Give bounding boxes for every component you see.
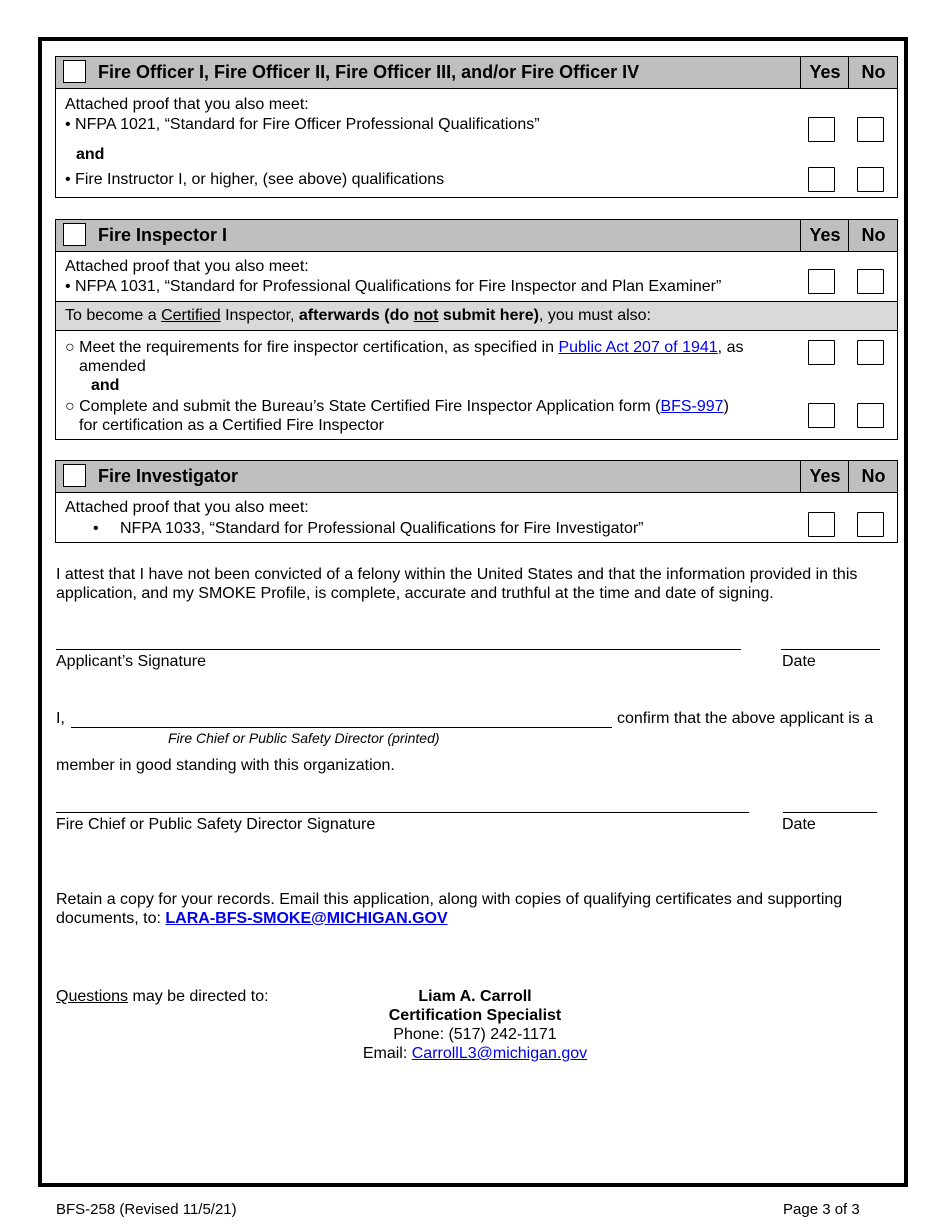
contact-block: [300, 987, 650, 1063]
fire-officer-title: Fire Officer I, Fire Officer II, Fire Officer III, and/or Fire Officer IV: [98, 62, 640, 82]
certified-inspector-note: To become a Certified Inspector, afterwards (do not submit here), you must also:: [65, 307, 651, 324]
inspector-requirement-public-act: ○ Meet the requirements for fire inspector certification, as specified in Public Act 207 of 1941, as: [65, 339, 744, 356]
fire-inspector-title: Fire Inspector I: [98, 225, 228, 245]
form-id: BFS-258 (Revised 11/5/21): [56, 1201, 237, 1218]
and-label: and: [91, 377, 120, 394]
fire-inspector-intro: Attached proof that you also meet:: [65, 258, 309, 275]
public-act-207-link[interactable]: Public Act 207 of 1941: [558, 339, 718, 356]
fire-investigator-section: [55, 460, 898, 543]
bfs-997-no-checkbox[interactable]: [857, 403, 884, 428]
contact-name: Liam A. Carroll: [418, 988, 532, 1005]
fire-officer-nfpa1021-yes-checkbox[interactable]: [808, 117, 835, 142]
fire-chief-signature-label: Fire Chief or Public Safety Director Signature: [56, 816, 376, 833]
fire-investigator-select-checkbox[interactable]: [63, 464, 86, 487]
contact-role: Certification Specialist: [388, 1007, 562, 1024]
fire-inspector-nfpa1031-yes-checkbox[interactable]: [808, 269, 835, 294]
certified-inspector-bar: [56, 301, 897, 331]
fire-chief-date-line[interactable]: [783, 812, 877, 813]
inspector-requirement-bfs997-cont: for certification as a Certified Fire Inspector: [79, 417, 385, 434]
bfs-997-link[interactable]: BFS-997: [660, 398, 724, 415]
fire-inspector-item-nfpa1031: • NFPA 1031, “Standard for Professional Qualifications for Fire Inspector and Plan Examiner”: [65, 278, 722, 295]
confirm-text: confirm that the above applicant is a: [617, 710, 874, 727]
applicant-signature-label: Applicant’s Signature: [56, 653, 207, 670]
attestation-text: I attest that I have not been convicted of a felony within the United States and that the information provided in this application, and my SMOKE Profile, is complete, accurate and truthful at the time and date of signing.: [56, 566, 858, 602]
bfs-997-yes-checkbox[interactable]: [808, 403, 835, 428]
fire-inspector-section: [55, 219, 898, 440]
fire-officer-select-checkbox[interactable]: [63, 60, 86, 83]
fire-investigator-title: Fire Investigator: [98, 466, 239, 486]
yes-column-header: Yes: [800, 57, 849, 88]
fire-officer-nfpa1021-no-checkbox[interactable]: [857, 117, 884, 142]
fire-officer-instructor-no-checkbox[interactable]: [857, 167, 884, 192]
fire-investigator-nfpa1033-yes-checkbox[interactable]: [808, 512, 835, 537]
fire-officer-item-nfpa1021: • NFPA 1021, “Standard for Fire Officer Professional Qualifications”: [65, 116, 540, 133]
inspector-requirement-public-act-cont: amended: [79, 358, 146, 375]
no-column-header: No: [848, 57, 898, 88]
applicant-signature-line[interactable]: [56, 649, 741, 650]
yes-column-header: Yes: [800, 220, 849, 251]
fire-inspector-header: [56, 220, 897, 252]
fire-chief-date-label: Date: [782, 816, 816, 833]
contact-email-row: Email: CarrollL3@michigan.gov: [362, 1045, 588, 1062]
fire-officer-item-instructor: • Fire Instructor I, or higher, (see above) qualifications: [65, 171, 445, 188]
retain-copy-text: Retain a copy for your records. Email this application, along with copies of qualifying certificates and supporting documents, to: LARA-BFS-SMOKE@MICHIGAN.GOV: [56, 891, 843, 927]
contact-phone: Phone: (517) 242-1171: [393, 1026, 557, 1043]
inspector-requirement-bfs997: ○ Complete and submit the Bureau’s State Certified Fire Inspector Application form (BFS-997): [65, 398, 729, 415]
fire-investigator-intro: Attached proof that you also meet:: [65, 499, 309, 516]
page-number: Page 3 of 3: [783, 1201, 860, 1218]
applicant-date-label: Date: [782, 653, 816, 670]
applicant-date-line[interactable]: [781, 649, 880, 650]
fire-investigator-nfpa1033-no-checkbox[interactable]: [857, 512, 884, 537]
bullet: •: [93, 520, 99, 537]
fire-officer-section: [55, 56, 898, 198]
fire-chief-signature-line[interactable]: [56, 812, 749, 813]
smoke-email-link[interactable]: LARA-BFS-SMOKE@MICHIGAN.GOV: [165, 910, 448, 927]
member-good-standing-text: member in good standing with this organization.: [56, 757, 395, 774]
public-act-no-checkbox[interactable]: [857, 340, 884, 365]
i-label: I,: [56, 710, 65, 727]
and-label: and: [76, 146, 105, 163]
questions-directed-text: Questions may be directed to:: [56, 988, 269, 1005]
fire-investigator-header: [56, 461, 897, 493]
fire-chief-printed-label: Fire Chief or Public Safety Director (printed): [168, 730, 440, 746]
fire-inspector-select-checkbox[interactable]: [63, 223, 86, 246]
no-column-header: No: [848, 461, 898, 492]
fire-investigator-item-nfpa1033: NFPA 1033, “Standard for Professional Qualifications for Fire Investigator”: [120, 520, 644, 537]
contact-email-link[interactable]: CarrollL3@michigan.gov: [411, 1045, 588, 1062]
fire-officer-header: [56, 57, 897, 89]
fire-inspector-nfpa1031-no-checkbox[interactable]: [857, 269, 884, 294]
fire-officer-intro: Attached proof that you also meet:: [65, 96, 309, 113]
no-column-header: No: [848, 220, 898, 251]
public-act-yes-checkbox[interactable]: [808, 340, 835, 365]
fire-chief-printed-name-line[interactable]: [71, 727, 612, 728]
yes-column-header: Yes: [800, 461, 849, 492]
fire-officer-instructor-yes-checkbox[interactable]: [808, 167, 835, 192]
